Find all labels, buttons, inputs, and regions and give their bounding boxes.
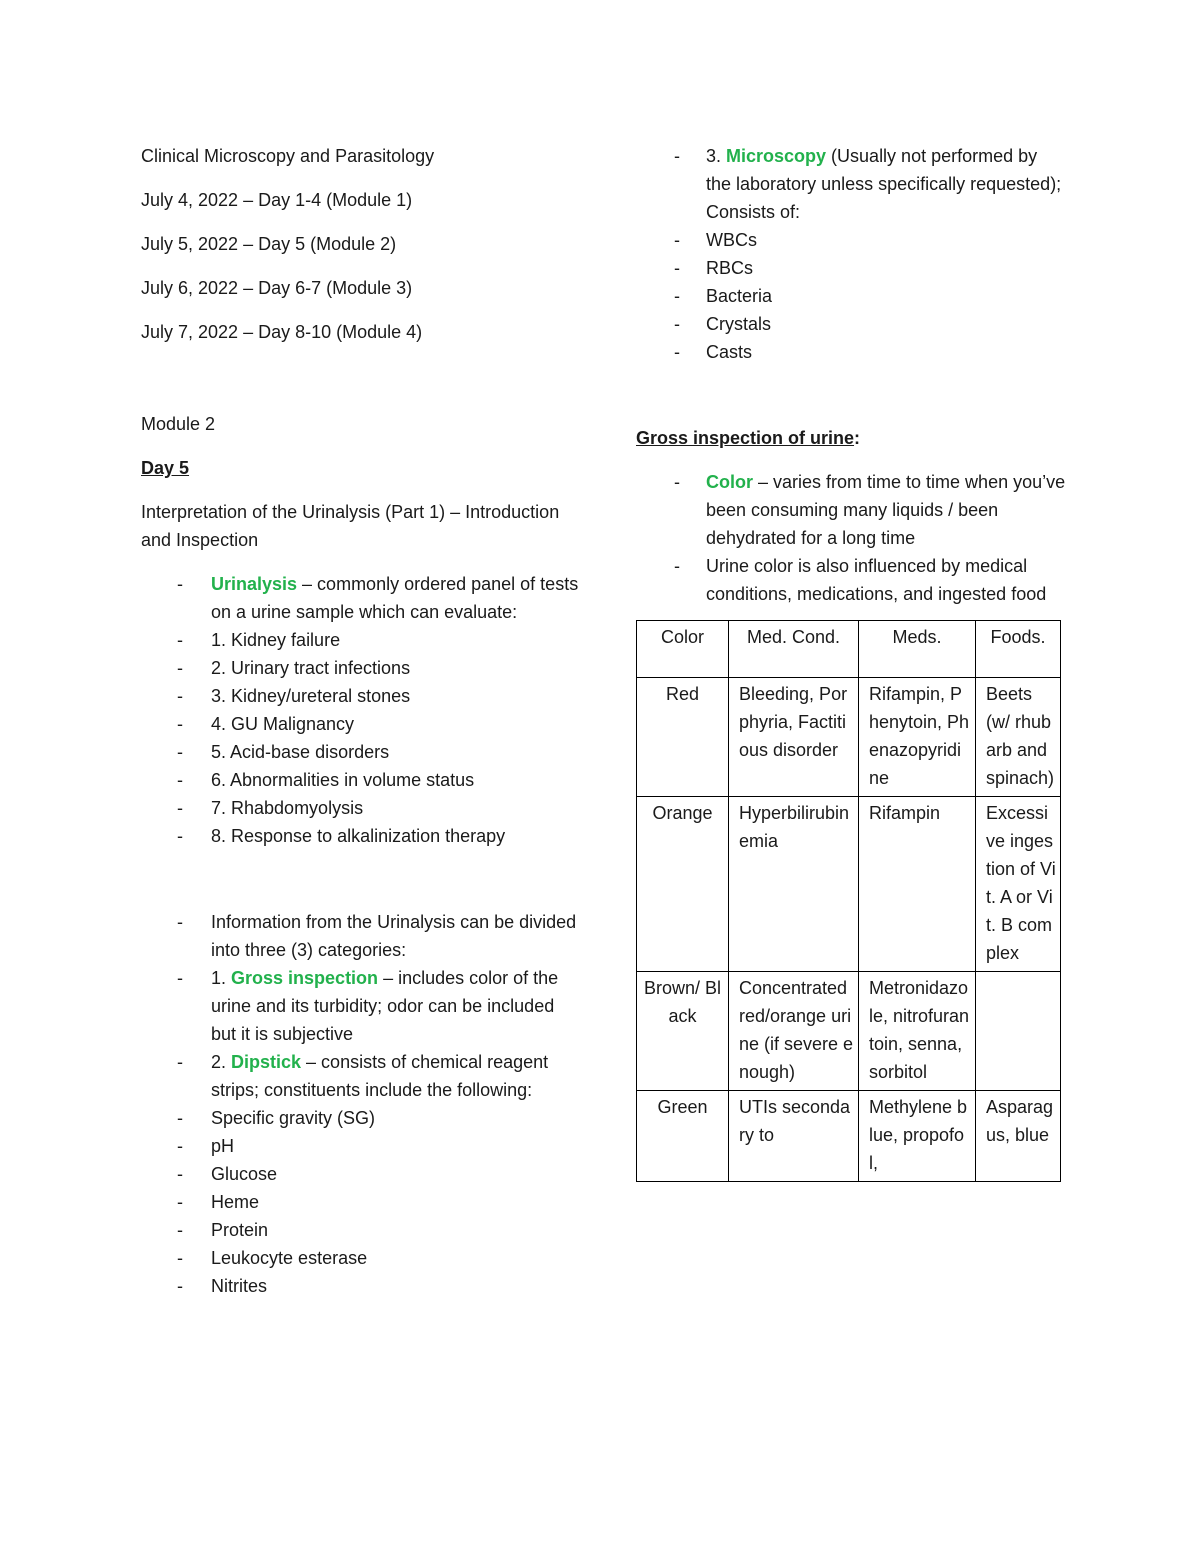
list-item: - Glucose (141, 1160, 581, 1188)
table-cell: UTIs secondary to (729, 1091, 859, 1182)
urine-color-table (636, 620, 1061, 1182)
color-item (636, 468, 1066, 552)
table-cell: Hyperbilirubinemia (729, 797, 859, 972)
list-item: - Protein (141, 1216, 581, 1244)
gross-term: Gross inspection (231, 968, 379, 988)
table-cell: Methylene blue, propofol, (859, 1091, 976, 1182)
list-item: - Casts (636, 338, 1066, 366)
microscopy-item (636, 142, 1066, 226)
section-title: Interpretation of the Urinalysis (Part 1) – Introduction and Inspection (141, 502, 560, 550)
list-item: - Leukocyte esterase (141, 1244, 581, 1272)
table-cell: Excessive ingestion of Vit. A or Vit. B complex (976, 797, 1061, 972)
spacer (636, 366, 1066, 424)
list-item: - RBCs (636, 254, 1066, 282)
microscopy-num: 3. (706, 146, 727, 166)
spacer (141, 362, 581, 410)
list-item: - 4. GU Malignancy (141, 710, 581, 738)
date-line-1: July 4, 2022 – Day 1-4 (Module 1) (141, 190, 413, 210)
color-term: Color (706, 472, 753, 492)
urinalysis-definition: – commonly ordered panel of tests on a urine sample which can evaluate: (211, 574, 579, 622)
table-cell: Brown/ Black (637, 972, 729, 1091)
influence-item: - Urine color is also influenced by medical conditions, medications, and ingested food (636, 552, 1066, 608)
date-line-3: July 6, 2022 – Day 6-7 (Module 3) (141, 278, 413, 298)
list-item: - 5. Acid-base disorders (141, 738, 581, 766)
table-cell: Green (637, 1091, 729, 1182)
list-item: - Heme (141, 1188, 581, 1216)
table-row (637, 972, 1061, 1091)
header-meds: Meds. (859, 621, 976, 678)
list-item: - Bacteria (636, 282, 1066, 310)
microscopy-list (636, 142, 1066, 366)
header-med-cond: Med. Cond. (729, 621, 859, 678)
table-cell: Red (637, 678, 729, 797)
list-item: - Specific gravity (SG) (141, 1104, 581, 1132)
table-row (637, 678, 1061, 797)
urinalysis-list (141, 570, 581, 850)
list-item: - 3. Kidney/ureteral stones (141, 682, 581, 710)
list-item: - 7. Rhabdomyolysis (141, 794, 581, 822)
table-cell: Rifampin (859, 797, 976, 972)
table-cell: Orange (637, 797, 729, 972)
gross-definition: – includes color of the urine and its turbidity; odor can be included but it is subjective (211, 968, 559, 1044)
gross-item (141, 964, 581, 1048)
list-item: - 2. Urinary tract infections (141, 654, 581, 682)
day-heading: Day 5 (141, 458, 190, 478)
table-cell: Metronidazole, nitrofurantoin, senna, sorbitol (859, 972, 976, 1091)
document-title: Clinical Microscopy and Parasitology (141, 146, 435, 166)
urinalysis-term: Urinalysis (211, 574, 298, 594)
urinalysis-item (141, 570, 581, 626)
date-line-2: July 5, 2022 – Day 5 (Module 2) (141, 234, 397, 254)
list-item: - WBCs (636, 226, 1066, 254)
header-color: Color (637, 621, 729, 678)
list-item: - pH (141, 1132, 581, 1160)
gross-num: 1. (211, 968, 232, 988)
table-cell: Concentrated red/orange urine (if severe enough) (729, 972, 859, 1091)
table-cell (976, 972, 1061, 1091)
categories-intro: - Information from the Urinalysis can be divided into three (3) categories: (141, 908, 581, 964)
list-item: - 1. Kidney failure (141, 626, 581, 654)
table-header-row (637, 621, 1061, 678)
dipstick-definition: – consists of chemical reagent strips; constituents include the following: (211, 1052, 549, 1100)
list-item: - 8. Response to alkalinization therapy (141, 822, 581, 850)
list-item: - Nitrites (141, 1272, 581, 1300)
table-row (637, 1091, 1061, 1182)
microscopy-definition: (Usually not performed by the laboratory unless specifically requested); Consists of: (706, 146, 1062, 222)
categories-list (141, 908, 581, 1300)
spacer (141, 850, 581, 908)
gross-heading-colon: : (854, 428, 861, 448)
gross-inspection-heading (636, 424, 1066, 452)
microscopy-term: Microscopy (726, 146, 827, 166)
table-cell: Asparagus, blue (976, 1091, 1061, 1182)
color-definition: – varies from time to time when you’ve been consuming many liquids / been dehydrated for a long time (706, 472, 1066, 548)
color-list (636, 468, 1066, 608)
dipstick-item (141, 1048, 581, 1104)
right-column (636, 142, 1066, 1182)
table-cell: Beets (w/ rhubarb and spinach) (976, 678, 1061, 797)
list-item: - 6. Abnormalities in volume status (141, 766, 581, 794)
table-row (637, 797, 1061, 972)
date-line-4: July 7, 2022 – Day 8-10 (Module 4) (141, 322, 423, 342)
left-column (141, 142, 581, 1300)
gross-heading-text: Gross inspection of urine (636, 428, 855, 448)
module-label: Module 2 (141, 414, 216, 434)
list-item: - Crystals (636, 310, 1066, 338)
header-foods: Foods. (976, 621, 1061, 678)
dipstick-term: Dipstick (231, 1052, 302, 1072)
table-cell: Bleeding, Porphyria, Factitious disorder (729, 678, 859, 797)
dipstick-num: 2. (211, 1052, 232, 1072)
table-cell: Rifampin, Phenytoin, Phenazopyridine (859, 678, 976, 797)
